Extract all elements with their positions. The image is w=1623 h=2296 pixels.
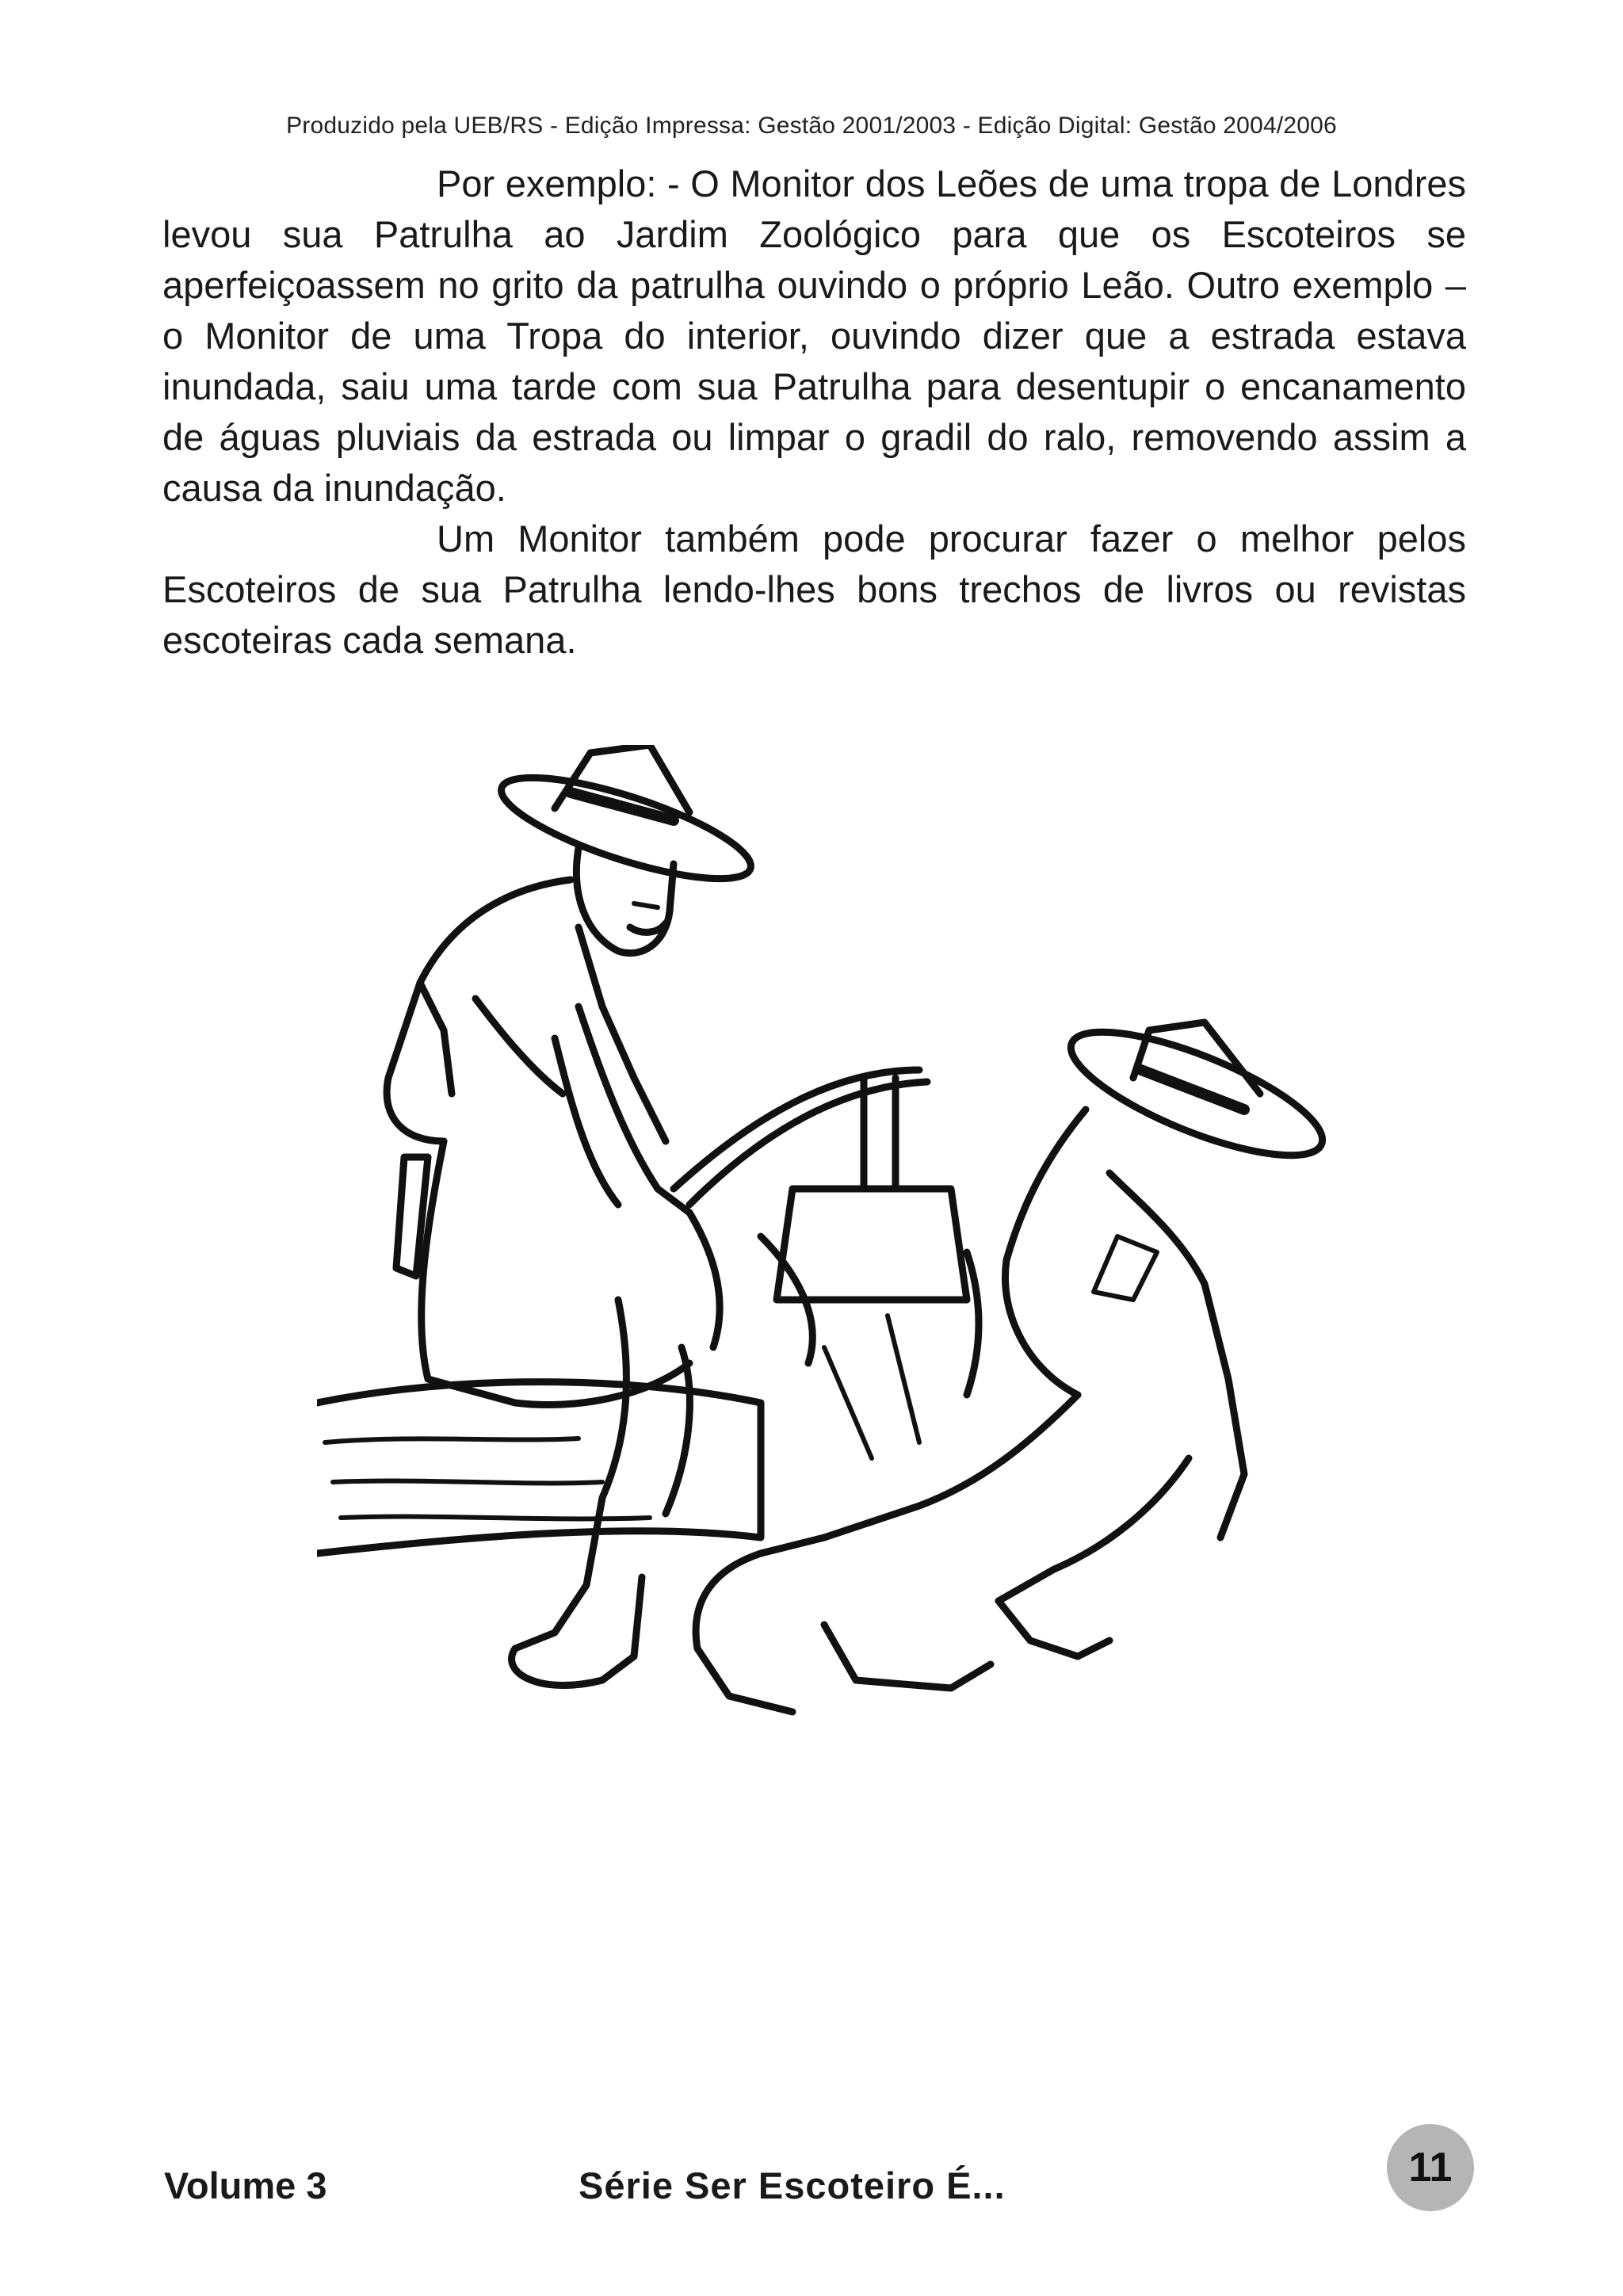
body-text [162,159,1466,666]
page-number-badge: 11 [1387,2124,1474,2211]
paragraph-2: Um Monitor também pode procurar fazer o melhor pelos Escoteiros de sua Patrulha lendo-lhes bons trechos de livros ou revistas escoteiras cada semana. [162,518,1466,661]
volume-label: Volume 3 [164,2164,327,2206]
scouts-drawing-icon [317,745,1411,1823]
paragraph-1: Por exemplo: - O Monitor dos Leões de uma tropa de Londres levou sua Patrulha ao Jardim Zoológico para que os Escoteiros se aperfeiçoassem no grito da patrulha ouvindo o próprio Leão. Outro exemplo – o Monitor de uma Tropa do interior, ouvindo dizer que a estrada estava inundada, saiu uma tarde com sua Patrulha para desentupir o encanamento de águas pluviais da estrada ou limpar o gradil do ralo, removendo assim a causa da inundação. [162,162,1466,509]
production-note: Produzido pela UEB/RS - Edição Impressa: Gestão 2001/2003 - Edição Digital: Gestão 2004/2006 [286,113,1337,139]
scouts-illustration [317,745,1411,1823]
series-title: Série Ser Escoteiro É... [579,2164,1006,2206]
